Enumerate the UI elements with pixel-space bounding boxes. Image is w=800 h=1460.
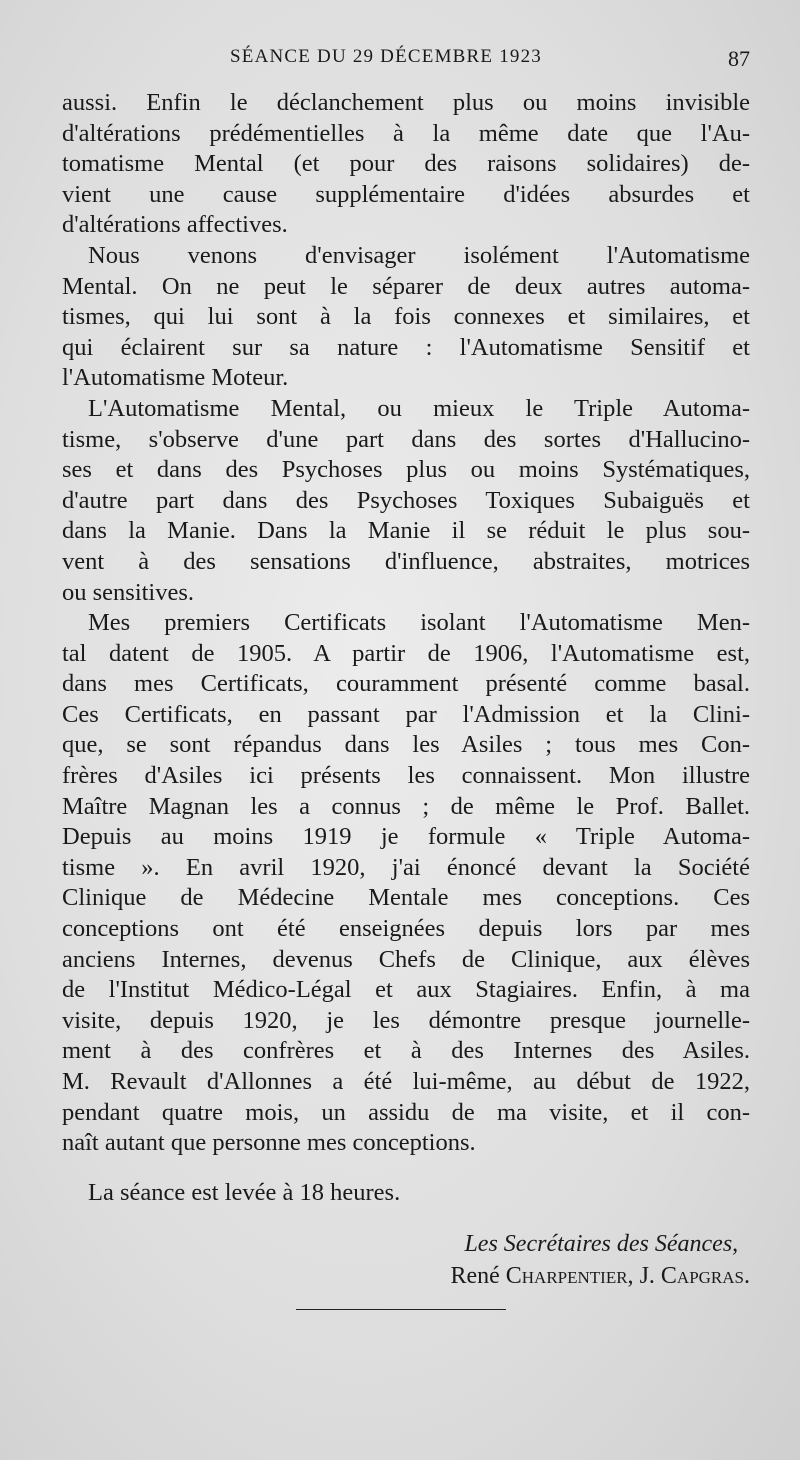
- text-line: Mes premiers Certificats isolant l'Automatisme Men-: [88, 609, 750, 637]
- text-line: visite, depuis 1920, je les démontre presque journelle-: [62, 1006, 750, 1034]
- page-number: 87: [728, 46, 750, 71]
- signature-names: [450, 1260, 750, 1292]
- paragraph: [62, 394, 750, 608]
- text-line: dans mes Certificats, couramment présenté comme basal.: [62, 670, 750, 698]
- text-line: Maître Magnan les a connus ; de même le Prof. Ballet.: [62, 792, 750, 820]
- text-line: dans la Manie. Dans la Manie il se réduit le plus sou-: [62, 517, 750, 545]
- text-line: qui éclairent sur sa nature : l'Automatisme Sensitif et: [62, 333, 750, 361]
- text-line: Depuis au moins 1919 je formule « Triple Automa-: [62, 823, 750, 851]
- signature-name1-last: Charpentier,: [505, 1263, 634, 1289]
- text-line: anciens Internes, devenus Chefs de Clinique, aux élèves: [62, 945, 750, 973]
- body-text: [62, 88, 750, 1159]
- running-head: SÉANCE DU 29 DÉCEMBRE 1923: [230, 46, 542, 67]
- paragraph: [62, 88, 750, 241]
- text-line: l'Automatisme Moteur.: [62, 364, 289, 392]
- text-line: conceptions ont été enseignées depuis lors par mes: [62, 915, 750, 943]
- signature-title: Les Secrétaires des Séances,: [464, 1231, 739, 1257]
- text-line: Nous venons d'envisager isolément l'Automatisme: [88, 241, 750, 269]
- text-line: tal datent de 1905. A partir de 1906, l'Automatisme est,: [62, 639, 750, 667]
- paragraph: [62, 608, 750, 1159]
- text-line: tisme ». En avril 1920, j'ai énoncé devant la Société: [62, 853, 750, 881]
- text-line: tomatisme Mental (et pour des raisons solidaires) de-: [62, 150, 750, 178]
- text-line: ses et dans des Psychoses plus ou moins Systématiques,: [62, 456, 750, 484]
- signature-name2-last: Capgras.: [660, 1263, 750, 1289]
- text-line: vient une cause supplémentaire d'idées absurdes et: [62, 180, 750, 208]
- closing-sentence: La séance est levée à 18 heures.: [88, 1179, 401, 1206]
- signature-name1-first: René: [450, 1263, 500, 1289]
- end-rule: [296, 1309, 506, 1310]
- text-line: ment à des confrères et à des Internes des Asiles.: [62, 1037, 750, 1065]
- text-line: tismes, qui lui sont à la fois connexes et similaires, et: [62, 303, 750, 331]
- text-line: tisme, s'observe d'une part dans des sortes d'Hallucino-: [62, 425, 750, 453]
- text-line: naît autant que personne mes conceptions.: [62, 1129, 476, 1157]
- text-line: Mental. On ne peut le séparer de deux autres automa-: [62, 272, 750, 300]
- page-header: [62, 46, 750, 76]
- text-line: Clinique de Médecine Mentale mes conceptions. Ces: [62, 884, 750, 912]
- text-line: M. Revault d'Allonnes a été lui-même, au début de 1922,: [62, 1068, 750, 1095]
- text-line: Ces Certificats, en passant par l'Admission et la Clini-: [62, 700, 750, 728]
- text-line: frères d'Asiles ici présents les connaissent. Mon illustre: [62, 762, 750, 790]
- text-line: pendant quatre mois, un assidu de ma visite, et il con-: [62, 1098, 750, 1126]
- text-line: d'altérations affectives.: [62, 211, 288, 239]
- signature-block: [450, 1228, 750, 1292]
- text-line: vent à des sensations d'influence, abstraites, motrices: [62, 547, 750, 575]
- text-line: de l'Institut Médico-Légal et aux Stagiaires. Enfin, à ma: [62, 976, 750, 1004]
- text-line: aussi. Enfin le déclanchement plus ou moins invisible: [62, 89, 750, 116]
- text-line: ou sensitives.: [62, 578, 195, 606]
- signature-name2-first: J.: [639, 1263, 655, 1289]
- text-line: L'Automatisme Mental, ou mieux le Triple Automa-: [88, 394, 750, 422]
- text-line: que, se sont répandus dans les Asiles ; tous mes Con-: [62, 731, 750, 759]
- text-line: d'altérations prédémentielles à la même date que l'Au-: [62, 119, 750, 147]
- text-line: d'autre part dans des Psychoses Toxiques Subaiguës et: [62, 486, 750, 514]
- paragraph: [62, 241, 750, 394]
